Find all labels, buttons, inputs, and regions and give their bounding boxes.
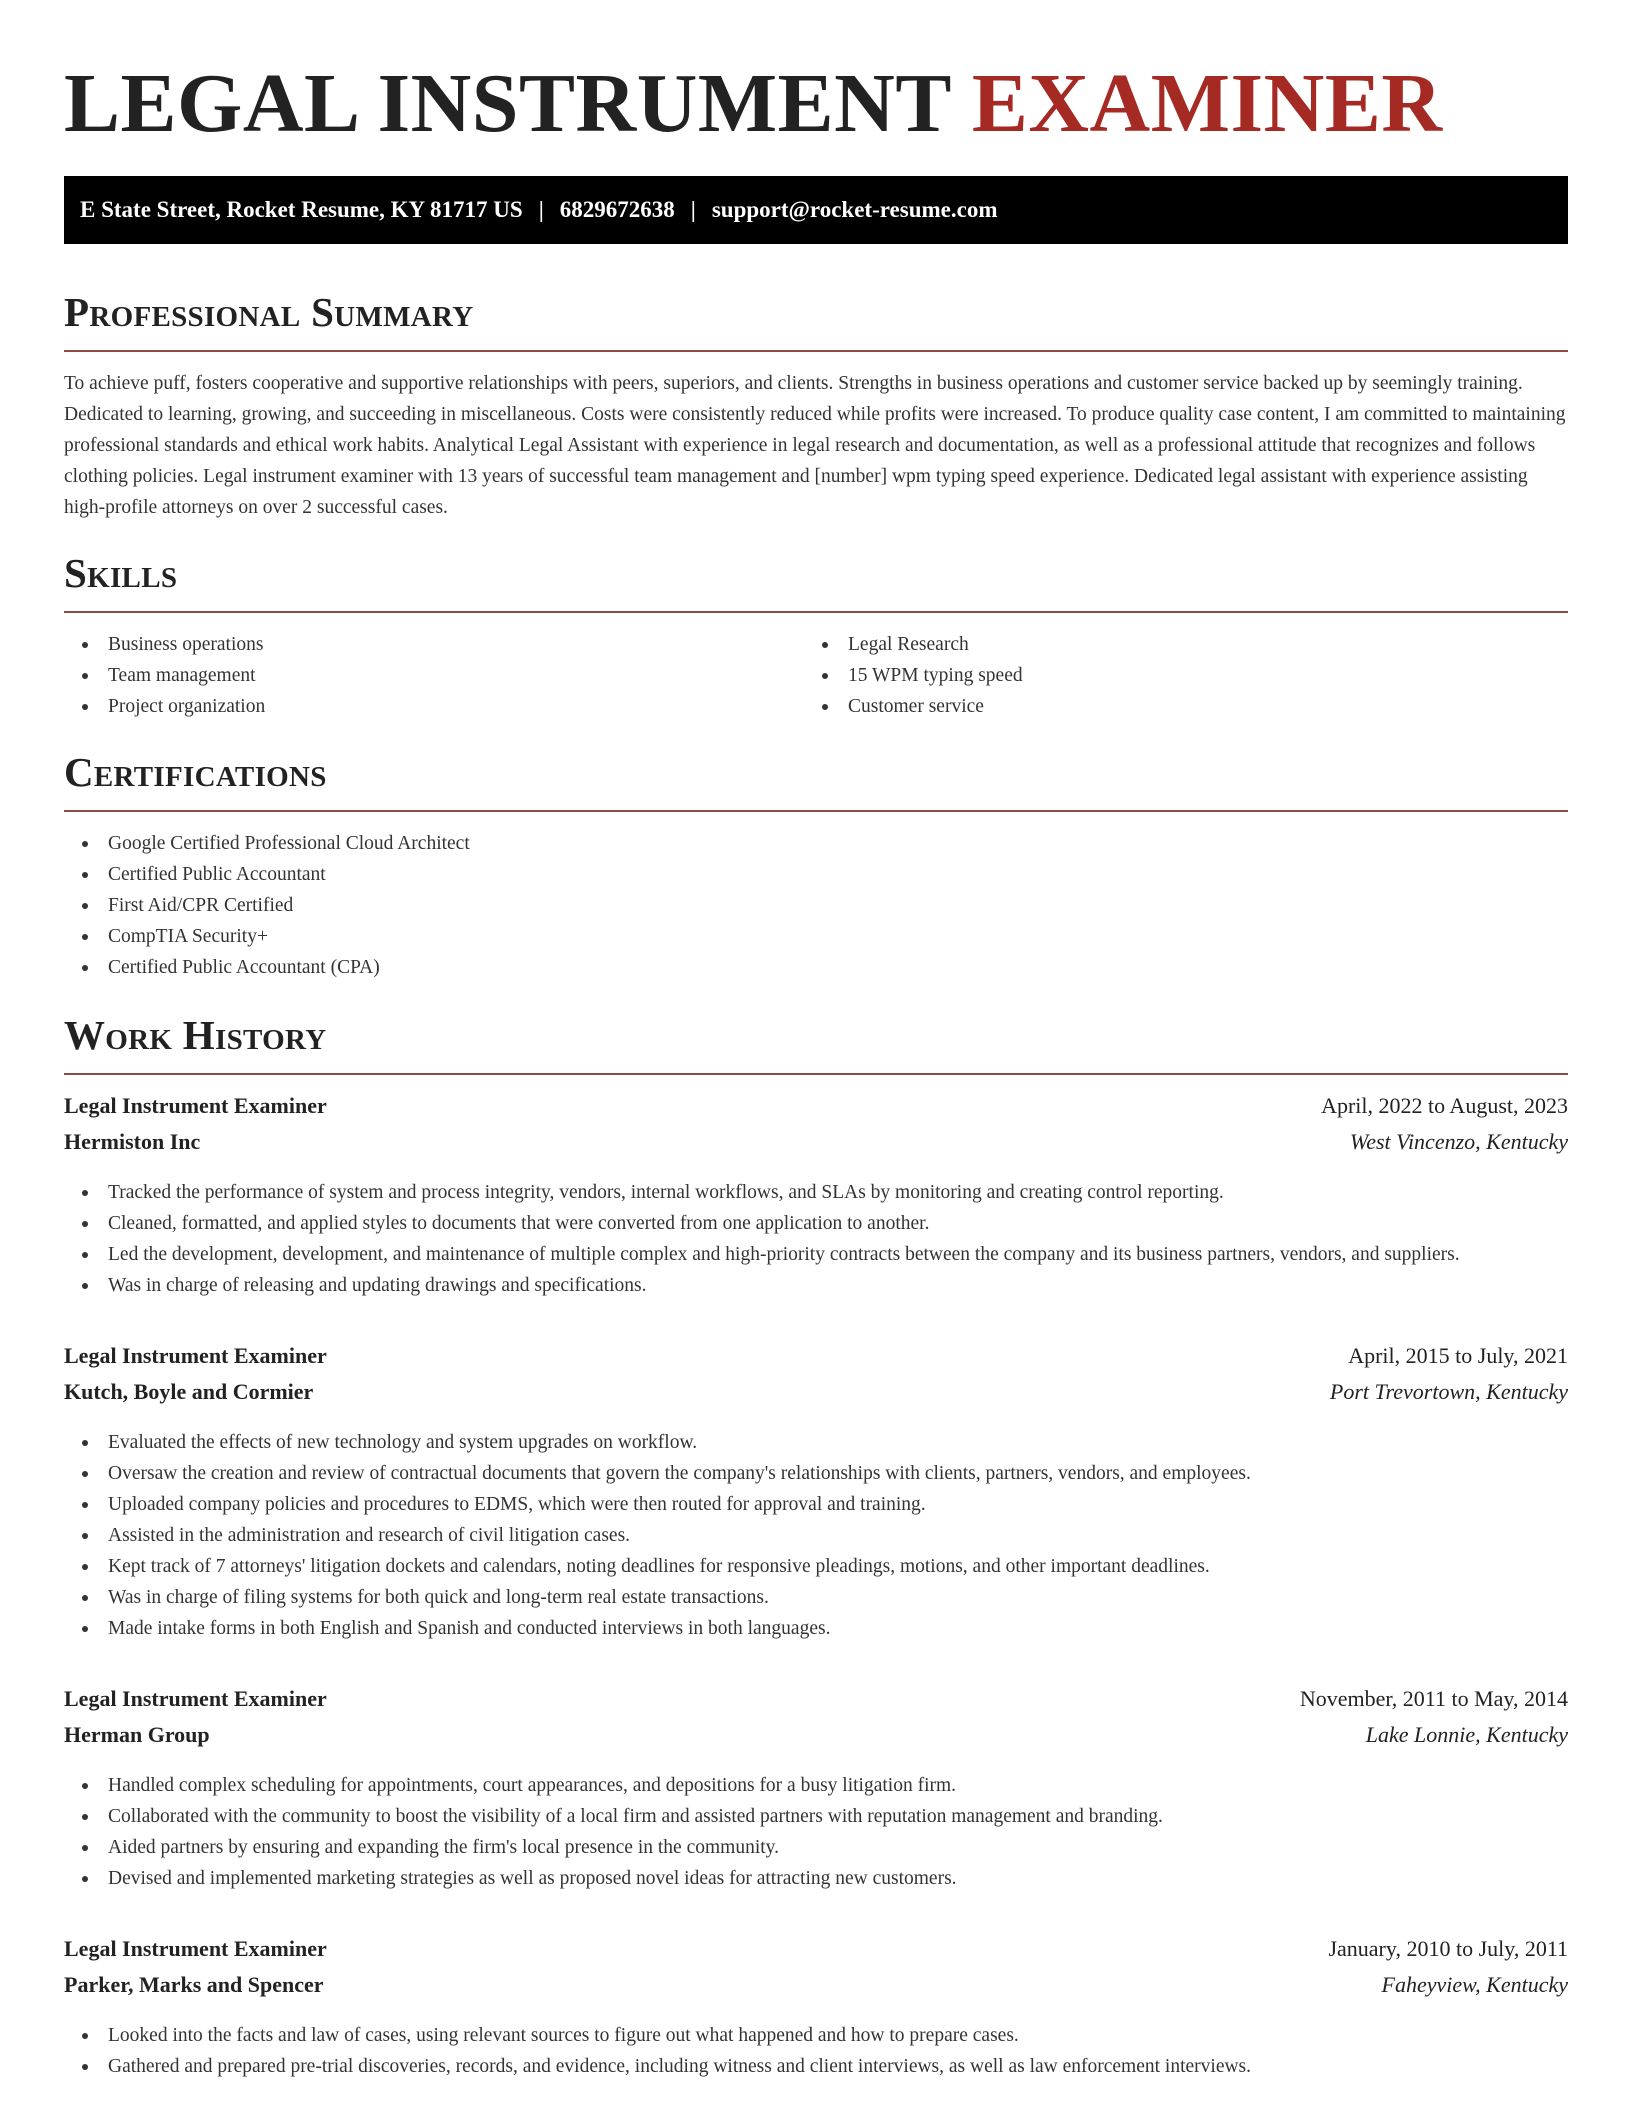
- job-header-row: [64, 1343, 1568, 1379]
- job-bullet: Handled complex scheduling for appointments, court appearances, and depositions for a busy litigation firm.: [64, 1770, 1568, 1801]
- job-location: West Vincenzo, Kentucky: [1349, 1129, 1568, 1154]
- contact-phone[interactable]: 6829672638: [559, 197, 675, 222]
- contact-bar: [64, 176, 1568, 244]
- job-dates: April, 2015 to July, 2021: [1348, 1343, 1568, 1368]
- job-bullet: Made intake forms in both English and Spanish and conducted interviews in both languages.: [64, 1613, 1568, 1644]
- contact-separator: |: [690, 197, 696, 222]
- job-bullet: Was in charge of filing systems for both quick and long-term real estate transactions.: [64, 1582, 1568, 1613]
- job-header-row: [64, 1936, 1568, 1972]
- job-bullet: Led the development, development, and maintenance of multiple complex and high-priority contracts between the company and its business partners, vendors, and suppliers.: [64, 1239, 1568, 1270]
- job-bullet: Devised and implemented marketing strategies as well as proposed novel ideas for attracting new customers.: [64, 1863, 1568, 1894]
- skills-grid: [64, 629, 1568, 722]
- job-bullet: Cleaned, formatted, and applied styles to documents that were converted from one application to another.: [64, 1208, 1568, 1239]
- job-bullets: [64, 1427, 1568, 1644]
- certifications-list: [64, 828, 1568, 983]
- job-location: Port Trevortown, Kentucky: [1329, 1379, 1568, 1404]
- job-company: Kutch, Boyle and Cormier: [64, 1379, 314, 1404]
- job-company-row: [64, 1129, 1568, 1165]
- job-header-row: [64, 1686, 1568, 1722]
- job-bullet: Uploaded company policies and procedures to EDMS, which were then routed for approval and training.: [64, 1489, 1568, 1520]
- job-entry: [64, 1093, 1568, 1301]
- skill-item: Business operations: [64, 629, 804, 660]
- job-bullet: Tracked the performance of system and process integrity, vendors, internal workflows, and SLAs by monitoring and creating control reporting.: [64, 1177, 1568, 1208]
- resume-page: [64, 0, 1568, 2082]
- contact-separator: |: [538, 197, 544, 222]
- job-entry: [64, 1936, 1568, 2082]
- skill-item: 15 WPM typing speed: [804, 660, 1564, 691]
- job-location: Faheyview, Kentucky: [1381, 1972, 1568, 1997]
- skills-list-right: [804, 629, 1564, 722]
- job-bullet: Oversaw the creation and review of contractual documents that govern the company's relationships with clients, partners, vendors, and employees.: [64, 1458, 1568, 1489]
- job-bullet: Looked into the facts and law of cases, using relevant sources to figure out what happened and how to prepare cases.: [64, 2020, 1568, 2051]
- certification-item: Certified Public Accountant: [64, 859, 1568, 890]
- skill-item: Legal Research: [804, 629, 1564, 660]
- job-title: Legal Instrument Examiner: [64, 1686, 327, 1711]
- job-company: Hermiston Inc: [64, 1129, 201, 1154]
- job-title: Legal Instrument Examiner: [64, 1093, 327, 1118]
- summary-heading: Professional Summary: [64, 288, 1568, 352]
- job-dates: November, 2011 to May, 2014: [1299, 1686, 1568, 1711]
- job-bullets: [64, 1177, 1568, 1301]
- work-history-section: [64, 1011, 1568, 2082]
- job-bullet: Kept track of 7 attorneys' litigation dockets and calendars, noting deadlines for responsive pleadings, motions, and other important deadlines.: [64, 1551, 1568, 1582]
- job-dates: April, 2022 to August, 2023: [1321, 1093, 1568, 1118]
- summary-text: To achieve puff, fosters cooperative and supportive relationships with peers, superiors, and clients. Strengths in business operations and customer service backed up by seemingly training. Dedicated to learning, growing, and succeeding in miscellaneous. Costs were consistently reduced while profits were increased. To produce quality case content, I am committed to maintaining professional standards and ethical work habits. Analytical Legal Assistant with experience in legal research and documentation, as well as a professional attitude that recognizes and follows clothing policies. Legal instrument examiner with 13 years of successful team management and [number] wpm typing speed experience. Dedicated legal assistant with experience assisting high-profile attorneys on over 2 successful cases.: [64, 373, 1566, 518]
- skills-section: [64, 549, 1568, 722]
- resume-title: [64, 56, 1568, 152]
- job-header-row: [64, 1093, 1568, 1129]
- resume-title-accent: EXAMINER: [971, 57, 1443, 150]
- job-bullet: Assisted in the administration and research of civil litigation cases.: [64, 1520, 1568, 1551]
- certification-item: First Aid/CPR Certified: [64, 890, 1568, 921]
- job-bullet: Was in charge of releasing and updating drawings and specifications.: [64, 1270, 1568, 1301]
- job-entry: [64, 1686, 1568, 1894]
- contact-address: E State Street, Rocket Resume, KY 81717 US: [80, 197, 523, 222]
- job-entry: [64, 1343, 1568, 1644]
- contact-email[interactable]: support@rocket-resume.com: [711, 197, 998, 222]
- skill-item: Team management: [64, 660, 804, 691]
- job-bullets: [64, 2020, 1568, 2082]
- job-title: Legal Instrument Examiner: [64, 1936, 327, 1961]
- certifications-heading: Certifications: [64, 748, 1568, 812]
- job-dates: January, 2010 to July, 2011: [1328, 1936, 1568, 1961]
- job-bullet: Evaluated the effects of new technology and system upgrades on workflow.: [64, 1427, 1568, 1458]
- skill-item: Customer service: [804, 691, 1564, 722]
- job-company: Parker, Marks and Spencer: [64, 1972, 324, 1997]
- job-title: Legal Instrument Examiner: [64, 1343, 327, 1368]
- skills-heading: Skills: [64, 549, 1568, 613]
- job-company-row: [64, 1722, 1568, 1758]
- certifications-section: [64, 748, 1568, 983]
- job-bullet: Gathered and prepared pre-trial discoveries, records, and evidence, including witness and client interviews, as well as law enforcement interviews.: [64, 2051, 1568, 2082]
- job-location: Lake Lonnie, Kentucky: [1365, 1722, 1568, 1747]
- certification-item: Certified Public Accountant (CPA): [64, 952, 1568, 983]
- resume-title-main: LEGAL INSTRUMENT: [64, 57, 951, 150]
- certification-item: Google Certified Professional Cloud Architect: [64, 828, 1568, 859]
- summary-section: [64, 288, 1568, 523]
- work-history-heading: Work History: [64, 1011, 1568, 1075]
- skills-list-left: [64, 629, 804, 722]
- job-bullet: Aided partners by ensuring and expanding the firm's local presence in the community.: [64, 1832, 1568, 1863]
- certification-item: CompTIA Security+: [64, 921, 1568, 952]
- job-bullets: [64, 1770, 1568, 1894]
- job-bullet: Collaborated with the community to boost the visibility of a local firm and assisted partners with reputation management and branding.: [64, 1801, 1568, 1832]
- job-company: Herman Group: [64, 1722, 210, 1747]
- job-company-row: [64, 1379, 1568, 1415]
- skill-item: Project organization: [64, 691, 804, 722]
- job-company-row: [64, 1972, 1568, 2008]
